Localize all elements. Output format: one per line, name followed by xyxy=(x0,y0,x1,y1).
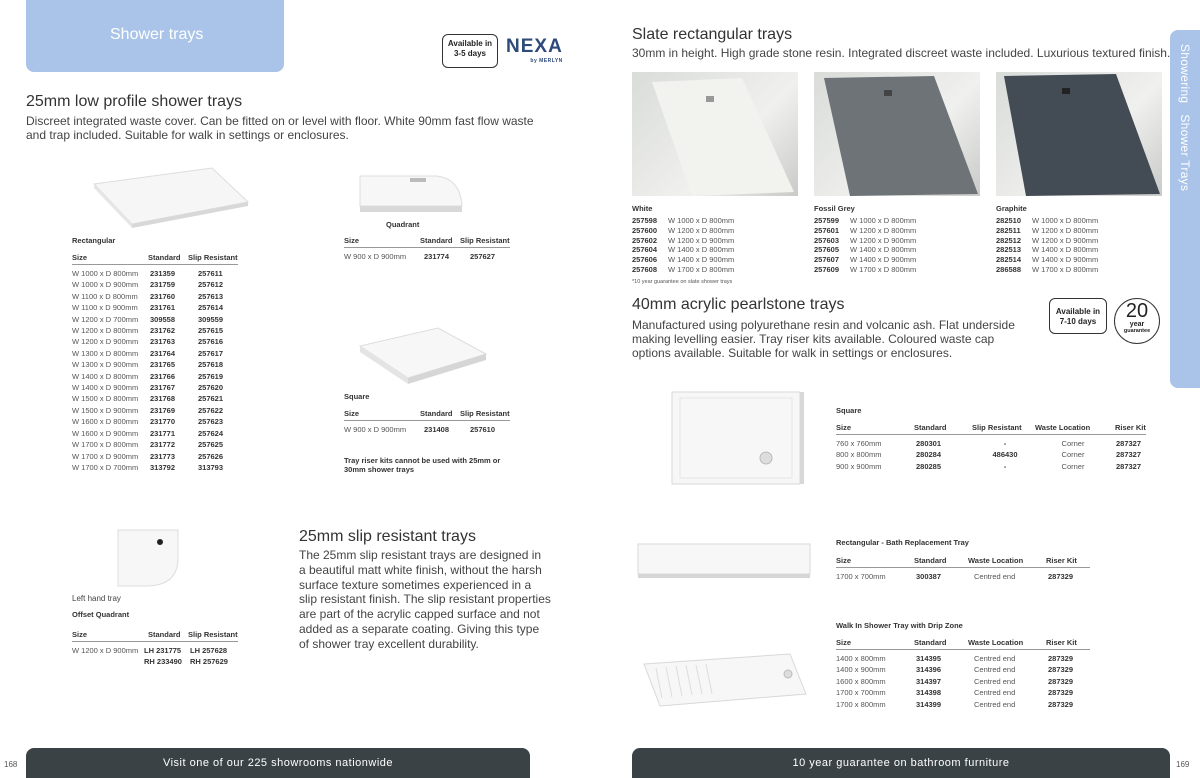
cell-size: 1400 x 800mm xyxy=(836,654,886,663)
table-row xyxy=(996,245,1162,255)
col-standard: Standard xyxy=(914,423,947,432)
cell-size: W 900 x D 900mm xyxy=(344,425,407,434)
table-header xyxy=(836,423,1146,435)
table-row xyxy=(814,236,980,246)
cell-code: 257601 xyxy=(814,225,840,235)
cell-standard: 231762 xyxy=(150,326,176,336)
col-riser: Riser Kit xyxy=(1046,638,1077,647)
slate-desc: 30mm in height. High grade stone resin. Integrated discreet waste included. Luxurious textured finish. xyxy=(632,46,1171,60)
cell-riser: 287329 xyxy=(1048,572,1074,581)
cell-waste: Centred end xyxy=(974,654,1016,663)
cell-size: 900 x 900mm xyxy=(836,461,882,471)
cell-size: W 1200 x D 900mm xyxy=(72,337,139,347)
col-standard: Standard xyxy=(148,253,181,262)
cell-code: 257604 xyxy=(632,245,658,255)
cell-slip: 257620 xyxy=(198,383,224,393)
cell-size: W 1700 x D 900mm xyxy=(72,451,139,461)
table-row xyxy=(632,226,798,236)
cell-waste: Centred end xyxy=(974,665,1016,675)
cell-size: W 1000 x D 800mm xyxy=(1032,216,1099,225)
cell-size: W 1200 x D 800mm xyxy=(72,326,139,336)
cell-standard: 231759 xyxy=(150,280,176,290)
rectangular-table xyxy=(72,253,238,473)
cell-slip: 257617 xyxy=(198,348,224,358)
cell-riser: 287329 xyxy=(1048,688,1074,698)
col-size: Size xyxy=(836,638,852,647)
cell-size: W 1700 x D 800mm xyxy=(1032,264,1099,274)
col-standard: Standard xyxy=(914,556,947,565)
cell-slip: 257621 xyxy=(198,394,224,404)
offset-label: Offset Quadrant xyxy=(72,610,130,619)
cell-code: 257609 xyxy=(814,264,840,274)
cell-code: 257605 xyxy=(814,245,840,255)
cell-size: W 1200 x D 800mm xyxy=(668,225,735,235)
col-standard: Standard xyxy=(420,409,453,418)
cell-standard: 280285 xyxy=(916,461,942,471)
bath-replacement-image xyxy=(636,540,814,585)
guarantee-line1: year xyxy=(1129,321,1145,328)
slate-footnote: *10 year guarantee on slate shower trays xyxy=(632,279,733,285)
cell-slip: - xyxy=(1003,439,1007,448)
riser-note: Tray riser kits cannot be used with 25mm or 30mm shower trays xyxy=(344,456,501,474)
table-row xyxy=(836,699,1090,710)
table-row xyxy=(72,348,238,359)
availability-line2: 7-10 days xyxy=(1059,317,1097,326)
cell-size: W 1500 x D 900mm xyxy=(72,405,139,415)
cell-standard: 300387 xyxy=(916,572,942,581)
cell-slip: 257615 xyxy=(198,326,224,336)
cell-size: W 900 x D 900mm xyxy=(344,252,407,261)
tab-title xyxy=(26,0,284,72)
cell-code: 282512 xyxy=(996,235,1022,245)
cell-standard: 314397 xyxy=(916,676,942,686)
cell-code: 282514 xyxy=(996,255,1022,265)
table-row xyxy=(72,268,238,279)
cell-code: 257600 xyxy=(632,225,658,235)
cell-standard: 314395 xyxy=(916,654,942,663)
cell-waste: Centred end xyxy=(974,688,1016,698)
cell-standard: 314396 xyxy=(916,665,942,675)
cell-size: W 1200 x D 700mm xyxy=(72,314,139,324)
table-row xyxy=(632,255,798,265)
col-slip: Slip Resistant xyxy=(188,630,238,639)
table-row xyxy=(632,245,798,255)
bath-replacement-table xyxy=(836,556,1090,582)
table-header xyxy=(344,236,510,248)
slate-white-photo xyxy=(632,72,798,196)
cell-slip: 257619 xyxy=(198,371,224,381)
cell-size: W 1700 x D 800mm xyxy=(72,440,139,450)
cell-standard: 314399 xyxy=(916,699,942,709)
cell-code: 257606 xyxy=(632,255,658,265)
footer-right: 10 year guarantee on bathroom furniture xyxy=(632,748,1170,778)
cell-size: W 1400 x D 800mm xyxy=(668,245,735,255)
cell-size: W 1600 x D 900mm xyxy=(72,428,139,438)
cell-standard: 309558 xyxy=(150,314,176,324)
cell-standard: 231771 xyxy=(150,428,176,438)
cell-slip: 257622 xyxy=(198,405,224,415)
cell-standard: 280301 xyxy=(916,439,942,448)
cell-slip: 257623 xyxy=(198,417,224,427)
cell-standard: 231763 xyxy=(150,337,176,347)
cell-slip: 257624 xyxy=(198,428,224,438)
table-row xyxy=(814,255,980,265)
cell-size: W 1300 x D 800mm xyxy=(72,348,139,358)
colour-name: White xyxy=(632,204,653,213)
table-row xyxy=(72,428,238,439)
cell-size: W 1000 x D 800mm xyxy=(850,216,917,225)
table-row xyxy=(72,405,238,416)
table-header xyxy=(344,409,510,421)
col-size: Size xyxy=(836,423,852,432)
col-size: Size xyxy=(72,630,88,639)
cell-riser: 287327 xyxy=(1116,439,1142,448)
cell-size: 1700 x 700mm xyxy=(836,688,886,698)
col-standard: Standard xyxy=(914,638,947,647)
acrylic-title: 40mm acrylic pearlstone trays xyxy=(632,296,845,313)
cell-size: W 1400 x D 800mm xyxy=(850,245,917,255)
cell-size: 1700 x 700mm xyxy=(836,572,886,581)
availability-line1: Available in xyxy=(1055,307,1101,316)
offset-table xyxy=(72,630,238,668)
cell-code: 286588 xyxy=(996,264,1022,274)
table-row xyxy=(72,416,238,427)
slate-title: Slate rectangular trays xyxy=(632,26,793,43)
offset-caption: Left hand tray xyxy=(72,594,121,603)
cell-standard: LH 231775 xyxy=(144,646,182,655)
col-size: Size xyxy=(344,409,360,418)
cell-slip: RH 257629 xyxy=(190,657,228,667)
table-row xyxy=(814,265,980,275)
cell-code: 282511 xyxy=(996,225,1021,235)
table-row xyxy=(996,226,1162,236)
table-row xyxy=(632,236,798,246)
table-row xyxy=(836,664,1090,675)
acrylic-desc: Manufactured using polyurethane resin and volcanic ash. Flat underside making levelling easier. Tray riser kits available. Coloured waste cap options available. Suitable for walk in settings or enclosures. xyxy=(632,318,1015,360)
cell-size: W 1100 x D 800mm xyxy=(72,291,138,301)
cell-size: W 1200 x D 900mm xyxy=(850,235,917,245)
cell-slip: 257627 xyxy=(470,252,496,261)
col-waste: Waste Location xyxy=(968,638,1024,647)
table-row xyxy=(836,571,1090,582)
walk-in-tray-image xyxy=(640,650,810,715)
side-tab-text xyxy=(1178,44,1192,191)
cell-standard: 231765 xyxy=(150,360,176,370)
table-row xyxy=(996,265,1162,275)
cell-size: W 1000 x D 800mm xyxy=(72,269,139,278)
col-standard: Standard xyxy=(148,630,181,639)
cell-slip: 257616 xyxy=(198,337,224,347)
colour-name: Fossil Grey xyxy=(814,204,855,213)
cell-slip: 257618 xyxy=(198,360,224,370)
cell-riser: 287329 xyxy=(1048,665,1074,675)
cell-size: W 1400 x D 900mm xyxy=(850,255,917,265)
square-tray-image xyxy=(356,326,490,393)
slip-resistant-title: 25mm slip resistant trays xyxy=(299,528,476,545)
footer-left: Visit one of our 225 showrooms nationwide xyxy=(26,748,530,778)
cell-waste: Corner xyxy=(1061,439,1085,448)
cell-standard: 231772 xyxy=(150,440,176,450)
cell-size: W 1200 x D 900mm xyxy=(72,646,139,655)
table-row xyxy=(72,336,238,347)
brand-logo xyxy=(506,36,563,64)
side-tab-part2: Shower Trays xyxy=(1178,114,1192,192)
square-left-table xyxy=(344,409,510,435)
cell-code: 257602 xyxy=(632,235,658,245)
walk-in-label: Walk In Shower Tray with Drip Zone xyxy=(836,621,963,630)
col-slip: Slip Resistant xyxy=(188,253,238,262)
table-row xyxy=(632,265,798,275)
cell-size: W 1700 x D 800mm xyxy=(668,264,735,274)
rectangular-tray-image xyxy=(92,166,252,233)
cell-size: W 1300 x D 900mm xyxy=(72,360,139,370)
table-row xyxy=(996,255,1162,265)
square-left-label: Square xyxy=(344,392,370,401)
cell-code: 257599 xyxy=(814,216,840,225)
table-row xyxy=(72,359,238,370)
col-waste: Waste Location xyxy=(1035,423,1091,432)
cell-size: W 1000 x D 900mm xyxy=(72,280,139,290)
cell-code: 282513 xyxy=(996,245,1022,255)
cell-waste: Corner xyxy=(1061,461,1085,471)
cell-standard: 231767 xyxy=(150,383,176,393)
guarantee-badge xyxy=(1114,298,1160,344)
cell-riser: 287329 xyxy=(1048,699,1074,709)
table-row xyxy=(72,371,238,382)
square-right-table xyxy=(836,423,1146,472)
cell-code: 257608 xyxy=(632,264,658,274)
square-right-label: Square xyxy=(836,406,862,415)
slate-white-table xyxy=(632,204,798,275)
table-header xyxy=(836,556,1090,568)
cell-waste: Centred end xyxy=(974,699,1016,709)
availability-badge-left xyxy=(442,34,498,68)
low-profile-desc: Discreet integrated waste cover. Can be fitted on or level with floor. White 90mm fast flow waste and trap included. Suitable for walk in settings or enclosures. xyxy=(26,114,534,142)
table-row xyxy=(836,449,1146,460)
cell-code: 282510 xyxy=(996,216,1022,225)
cell-slip: 257613 xyxy=(198,291,224,301)
quadrant-table xyxy=(344,236,510,262)
cell-waste: Centred end xyxy=(974,572,1016,581)
cell-slip: 257612 xyxy=(198,280,224,290)
table-row xyxy=(72,314,238,325)
table-row xyxy=(836,438,1146,449)
table-row xyxy=(72,382,238,393)
walk-in-table xyxy=(836,638,1090,710)
cell-slip: 257626 xyxy=(198,451,224,461)
availability-line2: 3-5 days xyxy=(453,49,487,58)
slip-resistant-desc: The 25mm slip resistant trays are designed in a beautiful matt white finish, without the harsh surface texture sometimes experienced in a slip resistant finish. The slip resistant properties are part of the acrylic capped surface and not added as a separate coating. Giving this type of shower tray excellent durability. xyxy=(299,548,551,651)
col-waste: Waste Location xyxy=(968,556,1024,565)
table-header xyxy=(836,638,1090,650)
cell-standard: 313792 xyxy=(150,462,176,472)
cell-slip: 257625 xyxy=(198,440,224,450)
table-row xyxy=(814,216,980,226)
cell-standard: 314398 xyxy=(916,688,942,698)
cell-standard: RH 233490 xyxy=(144,657,182,667)
colour-name: Graphite xyxy=(996,204,1027,213)
cell-standard: 231764 xyxy=(150,348,176,358)
slate-graphite-table xyxy=(996,204,1162,275)
cell-size: W 1400 x D 900mm xyxy=(1032,255,1099,265)
table-row xyxy=(996,236,1162,246)
cell-size: 1400 x 900mm xyxy=(836,665,886,675)
cell-size: 760 x 760mm xyxy=(836,439,882,448)
table-row xyxy=(72,279,238,290)
table-row xyxy=(72,325,238,336)
cell-size: 1600 x 800mm xyxy=(836,676,886,686)
side-tab-part1: Showering xyxy=(1178,44,1192,104)
guarantee-line2: guarantee xyxy=(1123,328,1151,334)
table-row xyxy=(72,645,238,656)
cell-slip: - xyxy=(1003,461,1007,471)
table-row xyxy=(72,439,238,450)
cell-riser: 287329 xyxy=(1048,676,1074,686)
cell-size: W 1100 x D 900mm xyxy=(72,303,138,313)
table-row xyxy=(632,216,798,226)
col-riser: Riser Kit xyxy=(1115,423,1146,432)
cell-waste: Centred end xyxy=(974,676,1016,686)
cell-size: W 1200 x D 900mm xyxy=(668,235,735,245)
cell-slip: 313793 xyxy=(198,462,224,472)
table-row xyxy=(344,251,510,262)
cell-size: W 1400 x D 900mm xyxy=(72,383,139,393)
side-tab xyxy=(1170,30,1200,388)
cell-size: W 1600 x D 800mm xyxy=(72,417,139,427)
cell-slip: 257610 xyxy=(470,425,496,434)
cell-riser: 287327 xyxy=(1116,450,1142,460)
cell-standard: 231774 xyxy=(424,252,450,261)
offset-quadrant-image xyxy=(116,528,196,593)
cell-standard: 231768 xyxy=(150,394,176,404)
cell-standard: 231760 xyxy=(150,291,176,301)
availability-badge-right xyxy=(1049,298,1107,334)
brand-name: NEXA xyxy=(506,36,563,57)
cell-standard: 231359 xyxy=(150,269,176,278)
quadrant-tray-image xyxy=(356,168,466,223)
cell-size: W 1000 x D 800mm xyxy=(668,216,735,225)
cell-standard: 280284 xyxy=(916,450,942,460)
guarantee-num: 20 xyxy=(1125,300,1149,322)
slate-graphite-photo xyxy=(996,72,1162,196)
table-row xyxy=(836,676,1090,687)
cell-standard: 231408 xyxy=(424,425,450,434)
table-row xyxy=(72,393,238,404)
cell-slip: 257611 xyxy=(198,269,223,278)
table-row xyxy=(996,216,1162,226)
cell-riser: 287327 xyxy=(1116,461,1142,471)
table-row xyxy=(72,462,238,473)
col-size: Size xyxy=(72,253,88,262)
cell-size: 800 x 800mm xyxy=(836,450,882,460)
col-size: Size xyxy=(344,236,360,245)
table-row xyxy=(836,653,1090,664)
page-number-left: 168 xyxy=(4,760,18,769)
cell-slip: 486430 xyxy=(992,450,1018,460)
cell-size: W 1500 x D 800mm xyxy=(72,394,139,404)
col-size: Size xyxy=(836,556,852,565)
cell-size: W 1200 x D 900mm xyxy=(1032,235,1099,245)
slate-fossil-grey-photo xyxy=(814,72,980,196)
col-slip: Slip Resistant xyxy=(460,236,510,245)
cell-slip: 257614 xyxy=(198,303,224,313)
slate-fossil-grey-table xyxy=(814,204,980,275)
cell-standard: 231769 xyxy=(150,405,176,415)
cell-size: W 1700 x D 700mm xyxy=(72,462,139,472)
cell-size: W 1200 x D 800mm xyxy=(850,225,917,235)
cell-size: W 1400 x D 800mm xyxy=(1032,245,1099,255)
rectangular-label: Rectangular xyxy=(72,236,116,245)
quadrant-label: Quadrant xyxy=(386,220,420,229)
table-row xyxy=(72,302,238,313)
acrylic-square-tray-image xyxy=(666,386,806,495)
table-row xyxy=(72,451,238,462)
cell-standard: 231761 xyxy=(150,303,176,313)
table-row xyxy=(814,245,980,255)
table-row xyxy=(72,656,238,667)
table-row xyxy=(72,291,238,302)
cell-code: 257603 xyxy=(814,235,840,245)
cell-size xyxy=(72,656,144,667)
cell-standard: 231766 xyxy=(150,371,176,381)
cell-code: 257607 xyxy=(814,255,840,265)
cell-standard: 231770 xyxy=(150,417,176,427)
cell-waste: Corner xyxy=(1061,450,1085,460)
cell-size: 1700 x 800mm xyxy=(836,699,886,709)
table-row xyxy=(344,424,510,435)
cell-slip: LH 257628 xyxy=(190,646,228,655)
brand-sub: by MERLYN xyxy=(530,58,563,64)
cell-size: W 1400 x D 900mm xyxy=(668,255,735,265)
table-row xyxy=(814,226,980,236)
cell-standard: 231773 xyxy=(150,451,176,461)
col-slip: Slip Resistant xyxy=(972,423,1022,432)
col-riser: Riser Kit xyxy=(1046,556,1077,565)
cell-code: 257598 xyxy=(632,216,658,225)
table-header xyxy=(72,630,238,642)
table-row xyxy=(836,687,1090,698)
low-profile-title: 25mm low profile shower trays xyxy=(26,93,243,110)
cell-size: W 1400 x D 800mm xyxy=(72,371,139,381)
tab-title-text: Shower trays xyxy=(110,26,204,43)
page-number-right: 169 xyxy=(1176,760,1190,769)
cell-riser: 287329 xyxy=(1048,654,1074,663)
bath-replacement-label: Rectangular - Bath Replacement Tray xyxy=(836,538,969,547)
cell-size: W 1700 x D 800mm xyxy=(850,264,917,274)
col-standard: Standard xyxy=(420,236,453,245)
table-header xyxy=(72,253,238,265)
col-slip: Slip Resistant xyxy=(460,409,510,418)
table-row xyxy=(836,461,1146,472)
cell-size: W 1200 x D 800mm xyxy=(1032,225,1099,235)
cell-slip: 309559 xyxy=(198,314,224,324)
availability-line1: Available in xyxy=(447,39,493,48)
